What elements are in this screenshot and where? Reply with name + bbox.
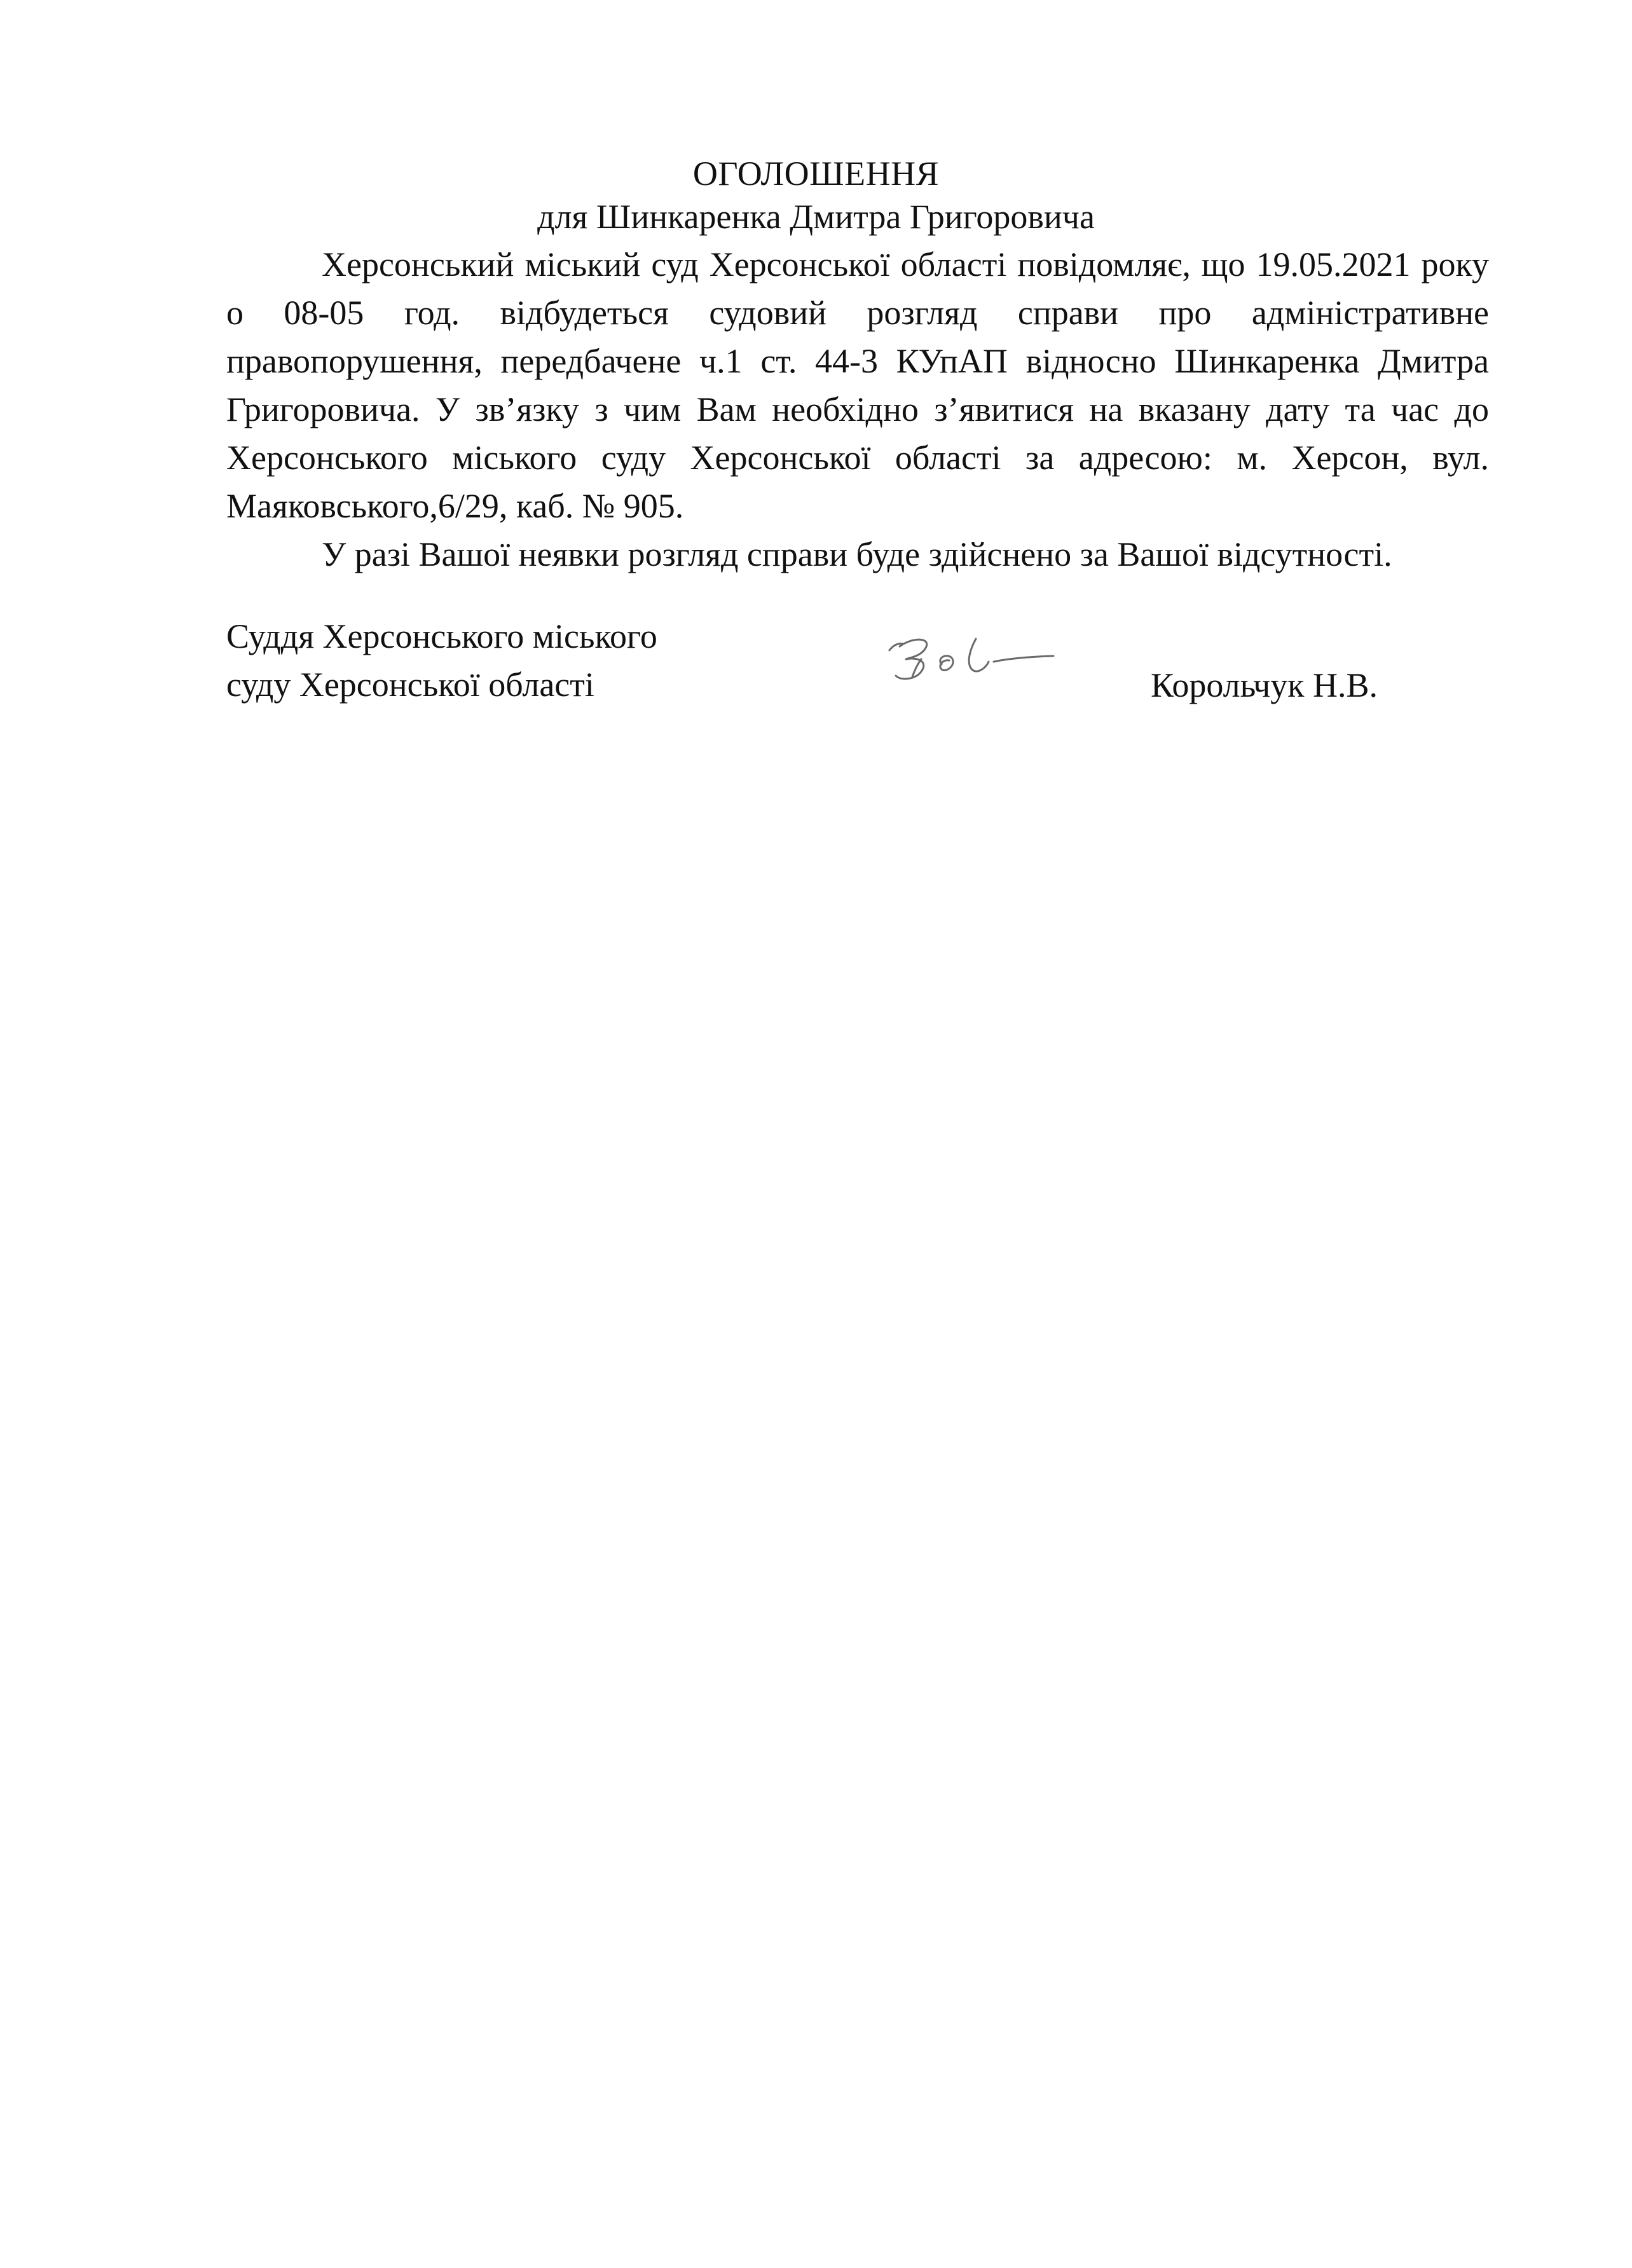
signatory-position [226, 612, 657, 709]
document-title: ОГОЛОШЕННЯ [692, 154, 940, 193]
paragraph-absence-warning: У разі Вашої неявки розгляд справи буде здійснено за Вашої відсутності. [322, 535, 1392, 573]
document-subtitle: для Шинкаренка Дмитра Григоровича [537, 198, 1095, 236]
signatory-position-line2: суду Херсонської області [226, 666, 594, 704]
signatory-position-line1: Суддя Херсонського міського [226, 617, 657, 655]
document-body [226, 240, 1489, 578]
paragraph-notice: Херсонський міський суд Херсонської області повідомляє, що 19.05.2021 року о 08-05 год. відбудеться судовий розгляд справи про адміністративне правопорушення, передбачене ч.1 ст. 44-3 КУпАП відносно Шинкаренка Дмитра Григоровича. У зв’язку з чим Вам необхідно з’явитися на вказану дату та час до Херсонського міського суду Херсонської області за адресою: м. Херсон, вул. Маяковського,6/29, каб. № 905. [226, 245, 1489, 525]
handwritten-signature [881, 620, 1071, 690]
signatory-name: Корольчук Н.В. [1151, 666, 1378, 704]
